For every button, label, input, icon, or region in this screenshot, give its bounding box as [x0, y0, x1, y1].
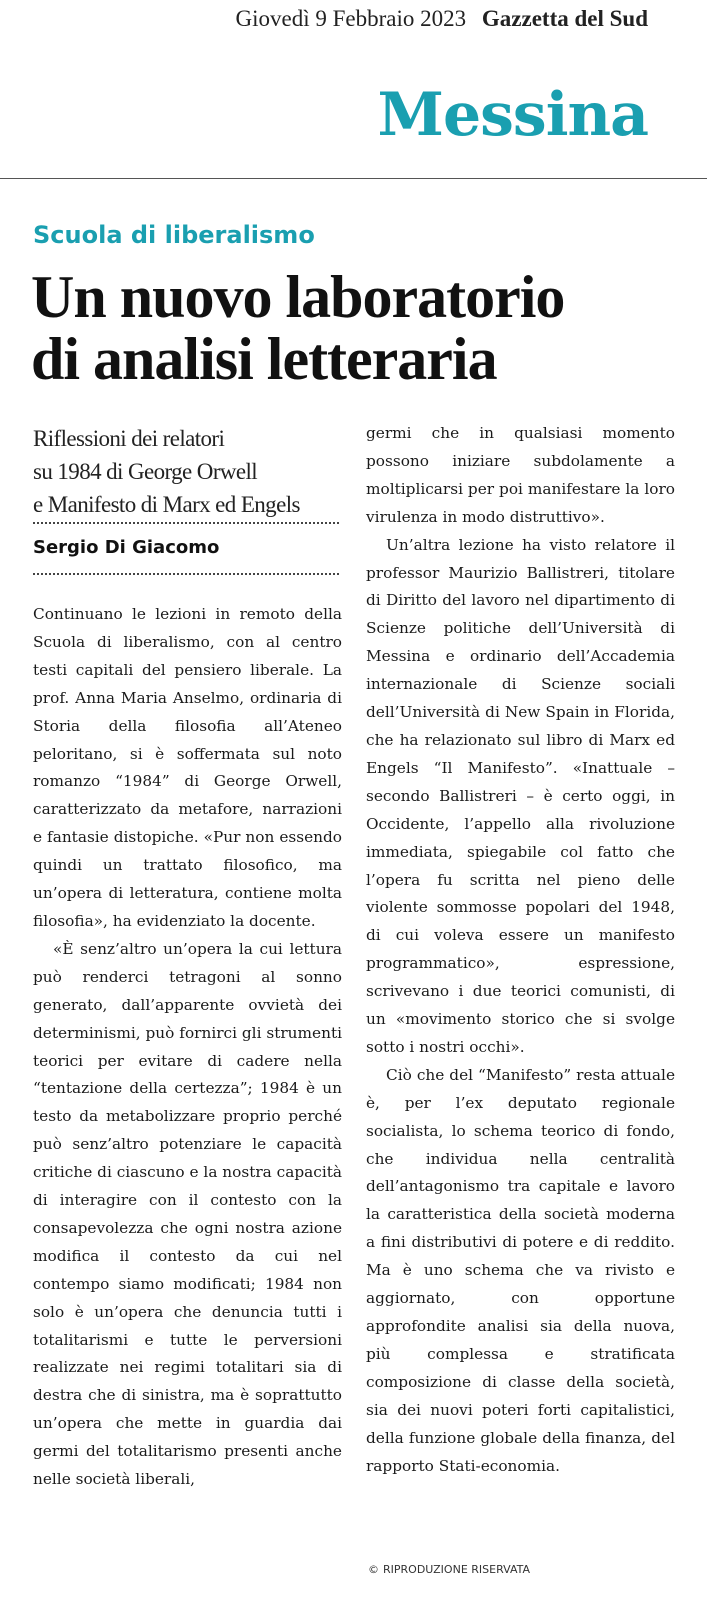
article-subheadline	[33, 422, 353, 521]
subhead-line: e Manifesto di Marx ed Engels	[33, 492, 300, 517]
copyright-notice	[368, 1563, 530, 1576]
article-kicker: Scuola di liberalismo	[33, 221, 315, 249]
article-column-right	[366, 420, 675, 1480]
copyright-text: RIPRODUZIONE RISERVATA	[383, 1563, 531, 1576]
headline-line: Un nuovo laboratorio	[31, 264, 565, 330]
newspaper-name: Gazzetta del Sud	[481, 6, 648, 31]
article-byline: Sergio Di Giacomo	[33, 537, 220, 558]
body-paragraph: germi che in qualsiasi momento possono iniziare subdolamente a moltiplicarsi per poi manifestare la loro virulenza in modo distruttivo».	[366, 424, 675, 526]
dotted-divider	[33, 573, 339, 575]
copyright-icon: ©	[368, 1563, 379, 1576]
subhead-line: su 1984 di George Orwell	[33, 459, 258, 484]
masthead	[168, 6, 648, 32]
body-paragraph: Ciò che del “Manifesto” resta attuale è, per l’ex deputato regionale socialista, lo schema teorico di fondo, che individua nella centralità dell’antagonismo tra capitale e lavoro la caratteristica della società moderna a fini distributivi di potere e di reddito. Ma è uno schema che va rivisto e aggiornato, con opportune approfondite analisi sia della nuova, più complessa e stratificata composizione di classe della società, sia dei nuovi poteri forti capitalistici, della funzione globale della finanza, del rapporto Stati-economia.	[366, 1065, 675, 1475]
dotted-divider	[33, 522, 339, 524]
headline-line: di analisi letteraria	[31, 326, 497, 392]
section-divider	[0, 178, 707, 179]
body-paragraph: Un’altra lezione ha visto relatore il professor Maurizio Ballistreri, titolare di Diritto del lavoro nel dipartimento di Scienze politiche dell’Università di Messina e ordinario dell’Accademia internazionale di Scienze sociali dell’Università di New Spain in Florida, che ha relazionato sul libro di Marx ed Engels “Il Manifesto”. «Inattuale – secondo Ballistreri – è certo oggi, in Occidente, l’appello alla rivoluzione immediata, spiegabile col fatto che l’opera fu scritta nel pieno delle violente sommosse popolari del 1948, di cui voleva essere un manifesto programmatico», espressione, scrivevano i due teorici comunisti, di un «movimento storico che si svolge sotto i nostri occhi».	[366, 535, 675, 1056]
article-headline	[31, 266, 681, 390]
section-title: Messina	[377, 80, 648, 150]
body-paragraph: «È senz’altro un’opera la cui lettura può renderci tetragoni al sonno generato, dall’apparente ovvietà dei determinismi, può fornirci gli strumenti teorici per evitare di cadere nella “tentazione della certezza”; 1984 è un testo da metabolizzare proprio perché può senz’altro potenziare le capacità critiche di ciascuno e la nostra capacità di interagire con il contesto con la consapevolezza che ogni nostra azione modifica il contesto da cui nel contempo siamo modificati; 1984 non solo è un’opera che denuncia tutti i totalitarismi e tutte le perversioni realizzate nei regimi totalitari sia di destra che di sinistra, ma è soprattutto un’opera che mette in guardia dai germi del totalitarismo presenti anche nelle società liberali,	[33, 939, 342, 1489]
subhead-line: Riflessioni dei relatori	[33, 426, 225, 451]
body-paragraph: Continuano le lezioni in remoto della Scuola di liberalismo, con al centro testi capitali del pensiero liberale. La prof. Anna Maria Anselmo, ordinaria di Storia della filosofia all’Ateneo peloritano, si è soffermata sul noto romanzo “1984” di George Orwell, caratterizzato da metafore, narrazioni e fantasie distopiche. «Pur non essendo quindi un trattato filosofico, ma un’opera di letteratura, contiene molta filosofia», ha evidenziato la docente.	[33, 605, 342, 930]
issue-date: Giovedì 9 Febbraio 2023	[235, 6, 467, 31]
article-column-left	[33, 601, 342, 1494]
